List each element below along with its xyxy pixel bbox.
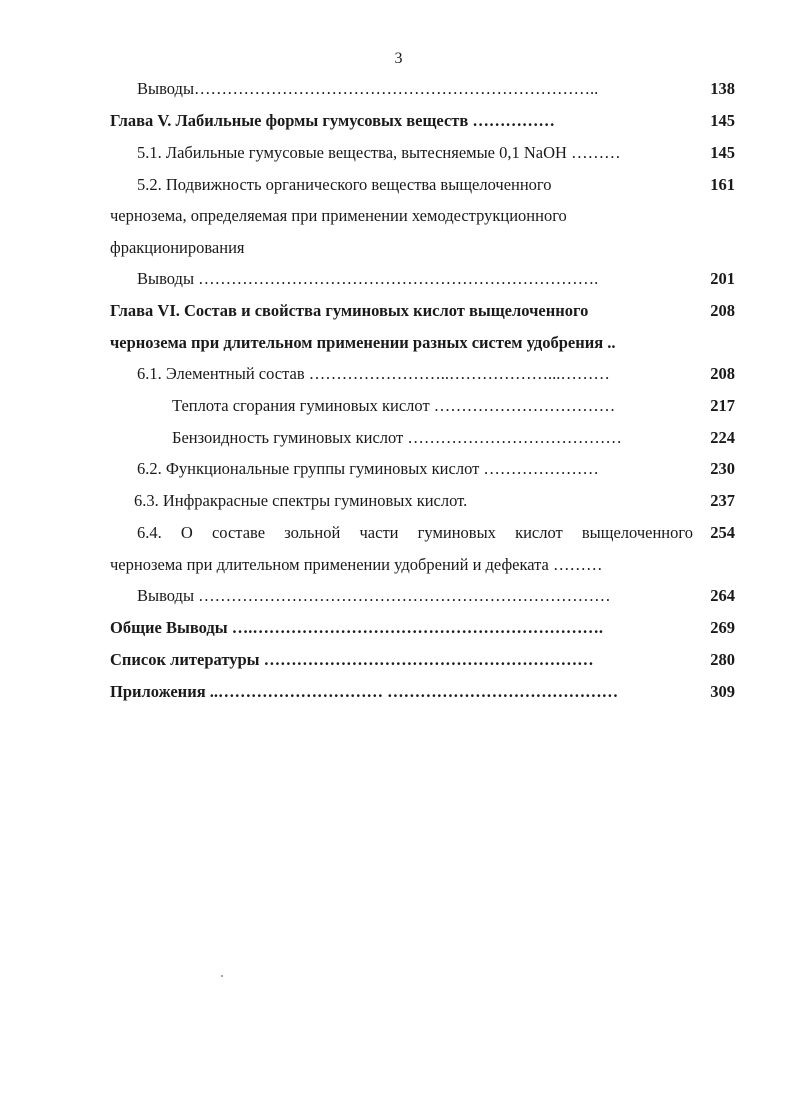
toc-entry-title: Глава V. Лабильные формы гумусовых веществ …………… bbox=[110, 111, 555, 130]
toc-entry bbox=[0, 454, 797, 486]
toc-entry bbox=[0, 106, 797, 138]
toc-entry-page: 138 bbox=[710, 79, 735, 98]
toc-entry-page: 208 bbox=[710, 301, 735, 320]
toc-entry bbox=[0, 645, 797, 677]
toc-entry bbox=[0, 359, 797, 391]
toc-entry-title: 5.1. Лабильные гумусовые вещества, вытесняемые 0,1 NaOH ……… bbox=[137, 143, 621, 162]
toc-entry-page: 145 bbox=[710, 143, 735, 162]
toc-entry-page: 230 bbox=[710, 459, 735, 478]
toc-entry-title-line: 6.4. О составе зольной части гуминовых кислот выщелоченного bbox=[137, 523, 693, 542]
toc-entry-page: 224 bbox=[710, 428, 735, 447]
toc-entry-page: 269 bbox=[710, 618, 735, 637]
toc-entry bbox=[0, 170, 797, 265]
toc-entry bbox=[0, 518, 797, 581]
toc-entry bbox=[0, 296, 797, 359]
page-number: 3 bbox=[394, 50, 403, 67]
toc-entry-page: 145 bbox=[710, 111, 735, 130]
toc-entry-title: Выводы ………………………………………………………………… bbox=[137, 586, 611, 605]
toc-entry-page: 237 bbox=[710, 491, 735, 510]
toc-entry bbox=[0, 423, 797, 454]
toc-entry bbox=[0, 613, 797, 645]
toc-entry-page: 217 bbox=[710, 396, 735, 415]
toc-entry bbox=[0, 581, 797, 613]
toc-entry-title-line: Глава VI. Состав и свойства гуминовых кислот выщелоченного bbox=[110, 301, 589, 320]
toc-entry bbox=[0, 74, 797, 106]
toc-entry-page: 309 bbox=[710, 682, 735, 701]
toc-entry bbox=[0, 138, 797, 170]
toc-entry bbox=[0, 486, 797, 518]
toc-entry-title: Выводы ………………………………………………………………. bbox=[137, 269, 599, 288]
table-of-contents bbox=[0, 74, 797, 709]
toc-entry-title: Теплота сгорания гуминовых кислот …………………………… bbox=[172, 396, 616, 415]
toc-entry-title-line: чернозема при длительном применении разных систем удобрения .. bbox=[110, 333, 616, 352]
toc-entry-title: Выводы……………………………………………………………….. bbox=[137, 79, 599, 98]
toc-entry-title: Общие Выводы ….………………………………………………………. bbox=[110, 618, 604, 637]
toc-entry-title: 6.2. Функциональные группы гуминовых кислот ………………… bbox=[137, 459, 599, 478]
toc-entry-title: 6.1. Элементный состав ……………………..………………...……… bbox=[137, 364, 610, 383]
toc-entry-title: Приложения ..………………………… …………………………………… bbox=[110, 682, 619, 701]
toc-entry-page: 254 bbox=[710, 523, 735, 542]
toc-entry bbox=[0, 677, 797, 709]
toc-entry-page: 280 bbox=[710, 650, 735, 669]
toc-entry-page: 201 bbox=[710, 269, 735, 288]
scan-speck bbox=[221, 975, 223, 977]
toc-entry-page: 161 bbox=[710, 175, 735, 194]
toc-entry bbox=[0, 265, 797, 296]
toc-entry-title: Список литературы …………………………………………………… bbox=[110, 650, 594, 669]
toc-entry-title: Бензоидность гуминовых кислот ………………………………… bbox=[172, 428, 622, 447]
toc-entry bbox=[0, 391, 797, 423]
toc-entry-title-line: фракционирования bbox=[110, 238, 245, 257]
toc-entry-title-line: чернозема при длительном применении удобрений и дефеката ……… bbox=[110, 555, 603, 574]
toc-entry-page: 208 bbox=[710, 364, 735, 383]
toc-entry-title-line: чернозема, определяемая при применении хемодеструкционного bbox=[110, 206, 567, 225]
toc-entry-title: 6.3. Инфракрасные спектры гуминовых кислот. bbox=[134, 491, 468, 510]
toc-entry-page: 264 bbox=[710, 586, 735, 605]
toc-entry-title-line: 5.2. Подвижность органического вещества выщелоченного bbox=[137, 175, 552, 194]
